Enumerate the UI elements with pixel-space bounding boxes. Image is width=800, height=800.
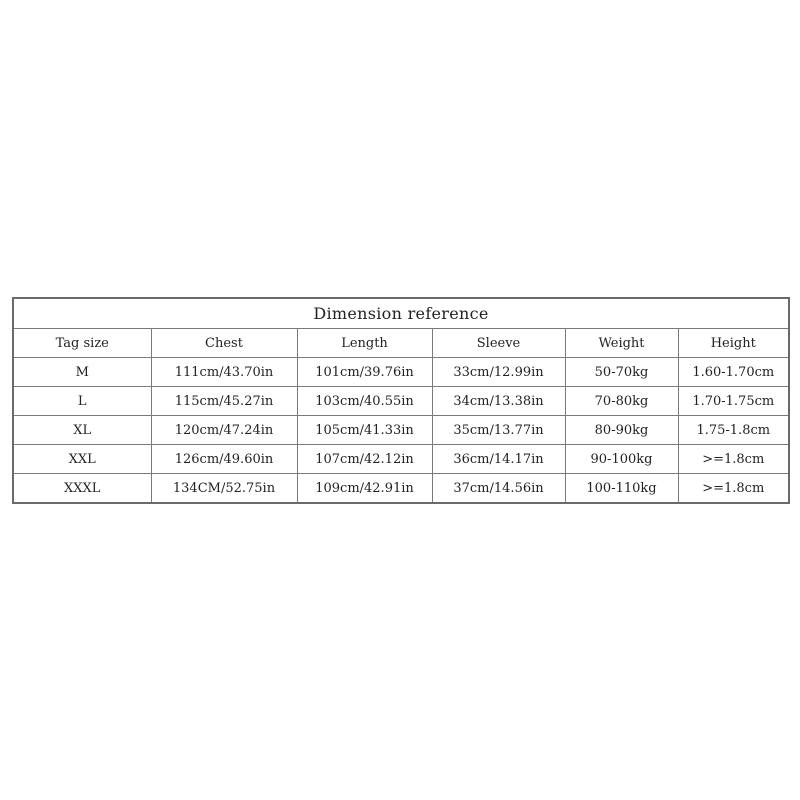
cell-height: >=1.8cm — [678, 474, 789, 504]
cell-length: 103cm/40.55in — [297, 387, 432, 416]
cell-weight: 80-90kg — [565, 416, 678, 445]
cell-height: 1.70-1.75cm — [678, 387, 789, 416]
header-weight: Weight — [565, 329, 678, 358]
header-length: Length — [297, 329, 432, 358]
cell-tag-size: XXL — [13, 445, 151, 474]
table-row — [13, 387, 789, 416]
cell-weight: 70-80kg — [565, 387, 678, 416]
table-title: Dimension reference — [13, 298, 789, 329]
cell-sleeve: 36cm/14.17in — [432, 445, 565, 474]
cell-chest: 115cm/45.27in — [151, 387, 297, 416]
table-row — [13, 445, 789, 474]
cell-chest: 111cm/43.70in — [151, 358, 297, 387]
cell-length: 101cm/39.76in — [297, 358, 432, 387]
header-chest: Chest — [151, 329, 297, 358]
cell-weight: 90-100kg — [565, 445, 678, 474]
cell-tag-size: M — [13, 358, 151, 387]
header-sleeve: Sleeve — [432, 329, 565, 358]
cell-length: 107cm/42.12in — [297, 445, 432, 474]
table-row — [13, 416, 789, 445]
title-row — [13, 298, 789, 329]
header-tag-size: Tag size — [13, 329, 151, 358]
cell-length: 109cm/42.91in — [297, 474, 432, 504]
header-height: Height — [678, 329, 789, 358]
cell-weight: 100-110kg — [565, 474, 678, 504]
cell-length: 105cm/41.33in — [297, 416, 432, 445]
cell-sleeve: 34cm/13.38in — [432, 387, 565, 416]
header-row — [13, 329, 789, 358]
cell-chest: 120cm/47.24in — [151, 416, 297, 445]
table-row — [13, 358, 789, 387]
cell-tag-size: XL — [13, 416, 151, 445]
cell-height: 1.60-1.70cm — [678, 358, 789, 387]
size-chart-table — [12, 297, 790, 504]
cell-chest: 134CM/52.75in — [151, 474, 297, 504]
cell-weight: 50-70kg — [565, 358, 678, 387]
cell-tag-size: XXXL — [13, 474, 151, 504]
cell-sleeve: 33cm/12.99in — [432, 358, 565, 387]
cell-height: >=1.8cm — [678, 445, 789, 474]
cell-chest: 126cm/49.60in — [151, 445, 297, 474]
cell-tag-size: L — [13, 387, 151, 416]
cell-sleeve: 35cm/13.77in — [432, 416, 565, 445]
cell-height: 1.75-1.8cm — [678, 416, 789, 445]
cell-sleeve: 37cm/14.56in — [432, 474, 565, 504]
table-row — [13, 474, 789, 504]
